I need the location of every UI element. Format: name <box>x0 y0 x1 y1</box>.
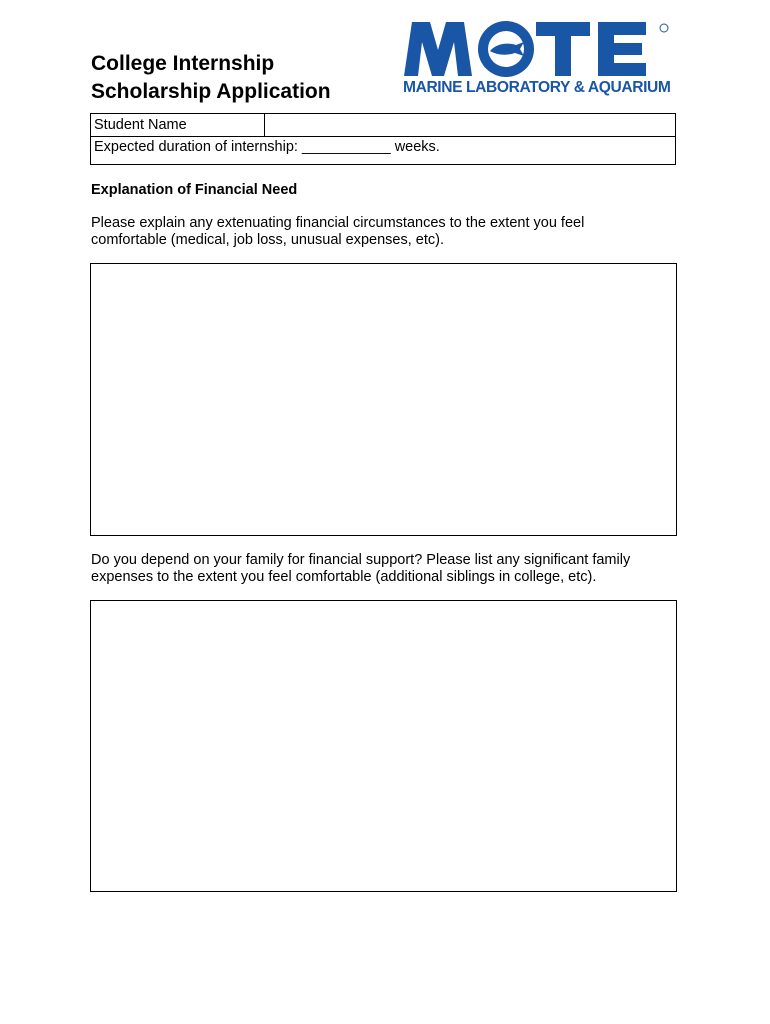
question-2-line-1: Do you depend on your family for financial support? Please list any significant family <box>91 552 631 568</box>
question-1-prompt <box>91 215 681 249</box>
internship-duration-field[interactable]: Expected duration of internship: ___________ weeks. <box>91 137 676 165</box>
question-2-answer-box[interactable] <box>90 600 677 892</box>
table-row <box>91 114 676 137</box>
question-1-line-2: comfortable (medical, job loss, unusual expenses, etc). <box>91 232 445 248</box>
document-title <box>91 50 331 106</box>
logo-subtitle: MARINE LABORATORY & AQUARIUM <box>403 79 671 96</box>
student-name-field[interactable] <box>265 114 676 137</box>
student-name-label: Student Name <box>91 114 265 137</box>
section-heading: Explanation of Financial Need <box>91 182 298 198</box>
student-info-table <box>90 113 676 165</box>
title-line-1: College Internship <box>91 52 275 75</box>
table-row <box>91 137 676 165</box>
question-1-answer-box[interactable] <box>90 263 677 536</box>
mote-wordmark-logo <box>402 20 670 78</box>
mote-logo <box>402 20 672 100</box>
question-2-prompt <box>91 552 681 586</box>
question-2-line-2: expenses to the extent you feel comfortable (additional siblings in college, etc). <box>91 569 597 585</box>
question-1-line-1: Please explain any extenuating financial circumstances to the extent you feel <box>91 215 585 231</box>
title-line-2: Scholarship Application <box>91 80 331 103</box>
